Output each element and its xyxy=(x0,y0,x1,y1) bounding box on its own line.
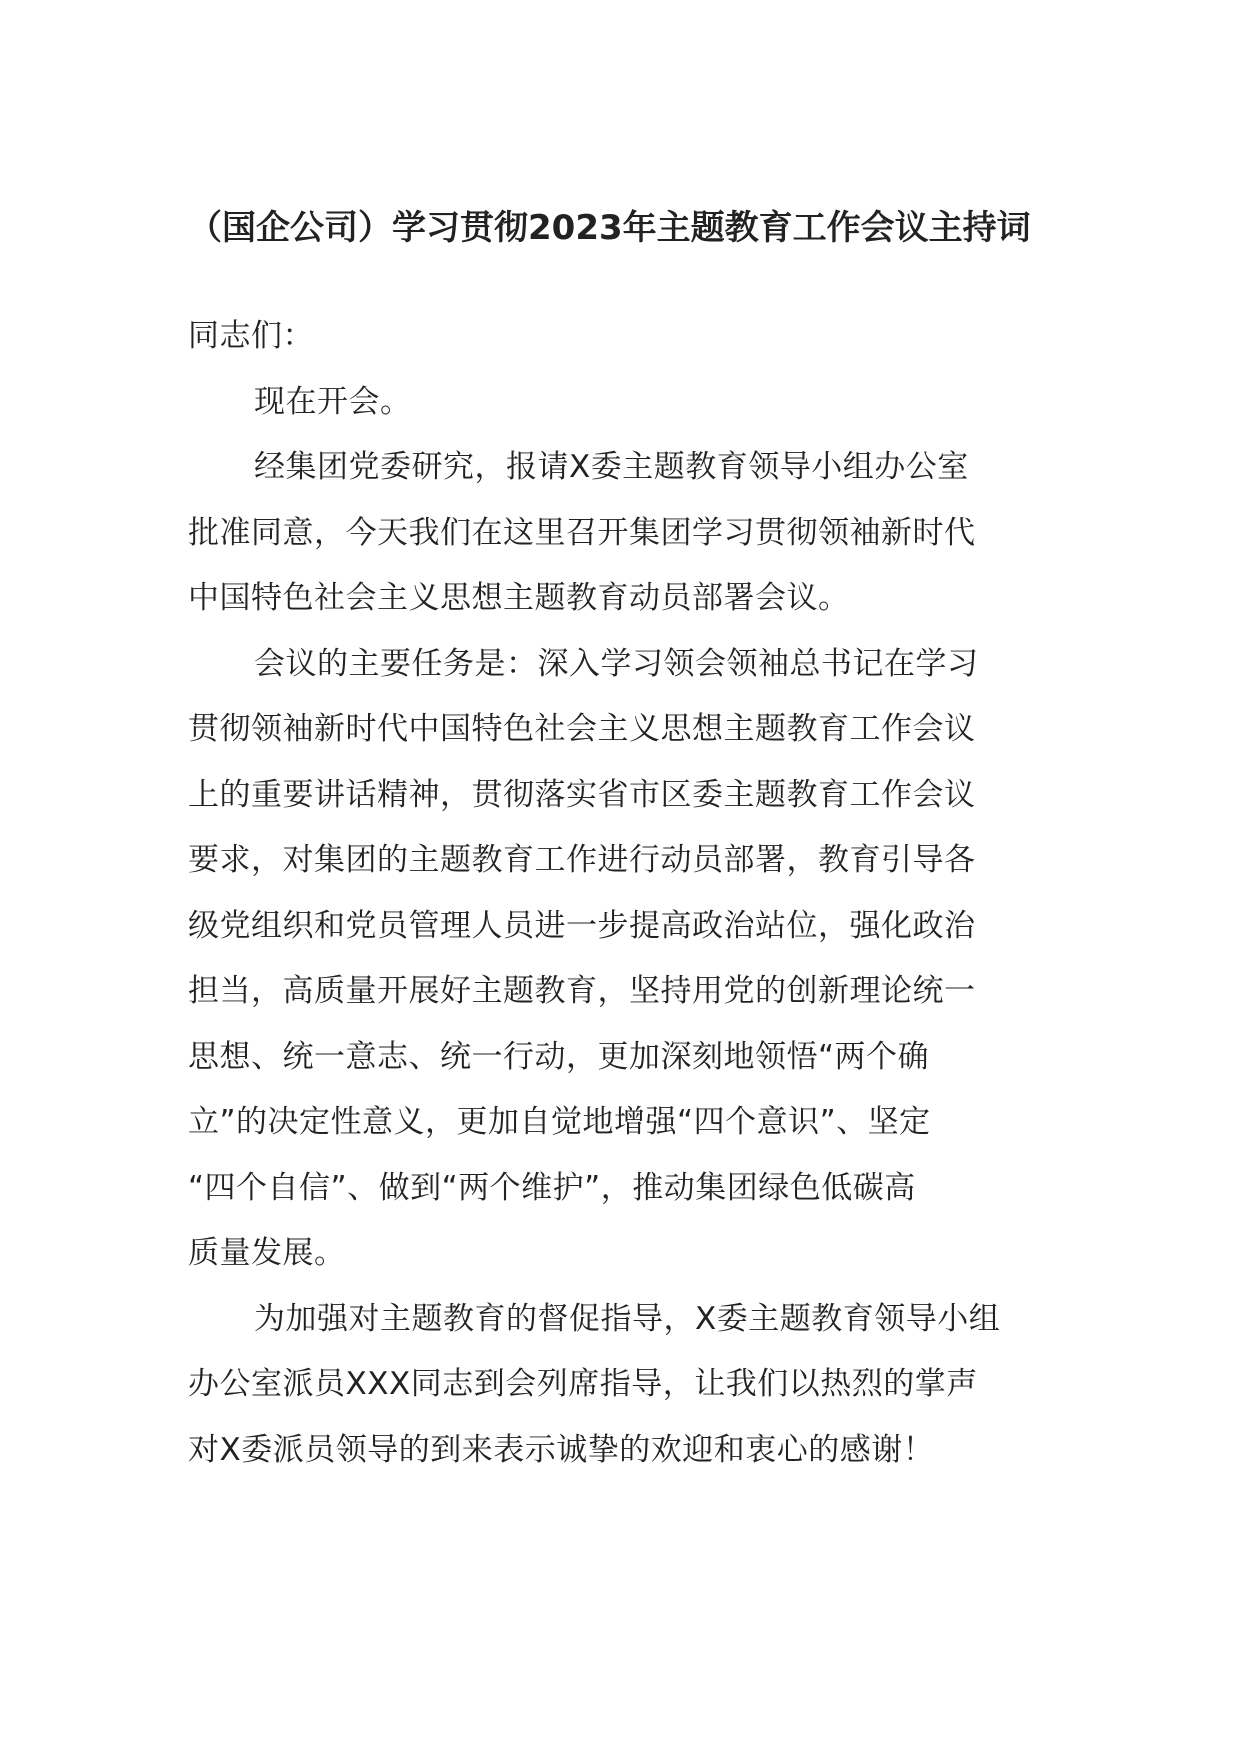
paragraph-opening xyxy=(188,370,1068,436)
paragraph-line: 思想、统一意志、统一行动，更加深刻地领悟“两个确 xyxy=(188,1038,930,1075)
paragraph-line: 对X委派员领导的到来表示诚挚的欢迎和衷心的感谢！ xyxy=(188,1431,935,1468)
paragraph-line: 质量发展。 xyxy=(188,1235,346,1271)
paragraph-line: 中国特色社会主义思想主题教育动员部署会议。 xyxy=(188,580,850,616)
paragraph-meeting-approval xyxy=(188,435,1068,632)
paragraph-line: 担当，高质量开展好主题教育，坚持用党的创新理论统一 xyxy=(188,973,976,1009)
paragraph-line: 贯彻领袖新时代中国特色社会主义思想主题教育工作会议 xyxy=(188,711,976,747)
paragraph-line: 现在开会。 xyxy=(254,383,412,420)
document-title: （国企公司）学习贯彻2023年主题教育工作会议主持词 xyxy=(188,208,1031,248)
paragraph-line: 办公室派员XXX同志到会列席指导，让我们以热烈的掌声 xyxy=(188,1366,978,1402)
salutation: 同志们： xyxy=(188,318,314,354)
paragraph-line: 要求，对集团的主题教育工作进行动员部署，教育引导各 xyxy=(188,842,976,878)
paragraph-line: 上的重要讲话精神，贯彻落实省市区委主题教育工作会议 xyxy=(188,776,976,813)
paragraph-line: 立”的决定性意义，更加自觉地增强“四个意识”、坚定 xyxy=(188,1104,931,1140)
paragraph-line: “四个自信”、做到“两个维护”，推动集团绿色低碳高 xyxy=(188,1169,916,1206)
paragraph-line: 批准同意，今天我们在这里召开集团学习贯彻领袖新时代 xyxy=(188,514,976,551)
paragraph-line: 经集团党委研究，报请X委主题教育领导小组办公室 xyxy=(254,449,969,485)
document-body xyxy=(188,304,1068,1483)
paragraph-main-tasks xyxy=(188,632,1068,1287)
paragraph-line: 会议的主要任务是：深入学习领会领袖总书记在学习 xyxy=(254,645,979,682)
paragraph-line: 为加强对主题教育的督促指导，X委主题教育领导小组 xyxy=(254,1300,1001,1337)
paragraph-line: 级党组织和党员管理人员进一步提高政治站位，强化政治 xyxy=(188,907,976,944)
paragraph-welcome xyxy=(188,1287,1068,1484)
